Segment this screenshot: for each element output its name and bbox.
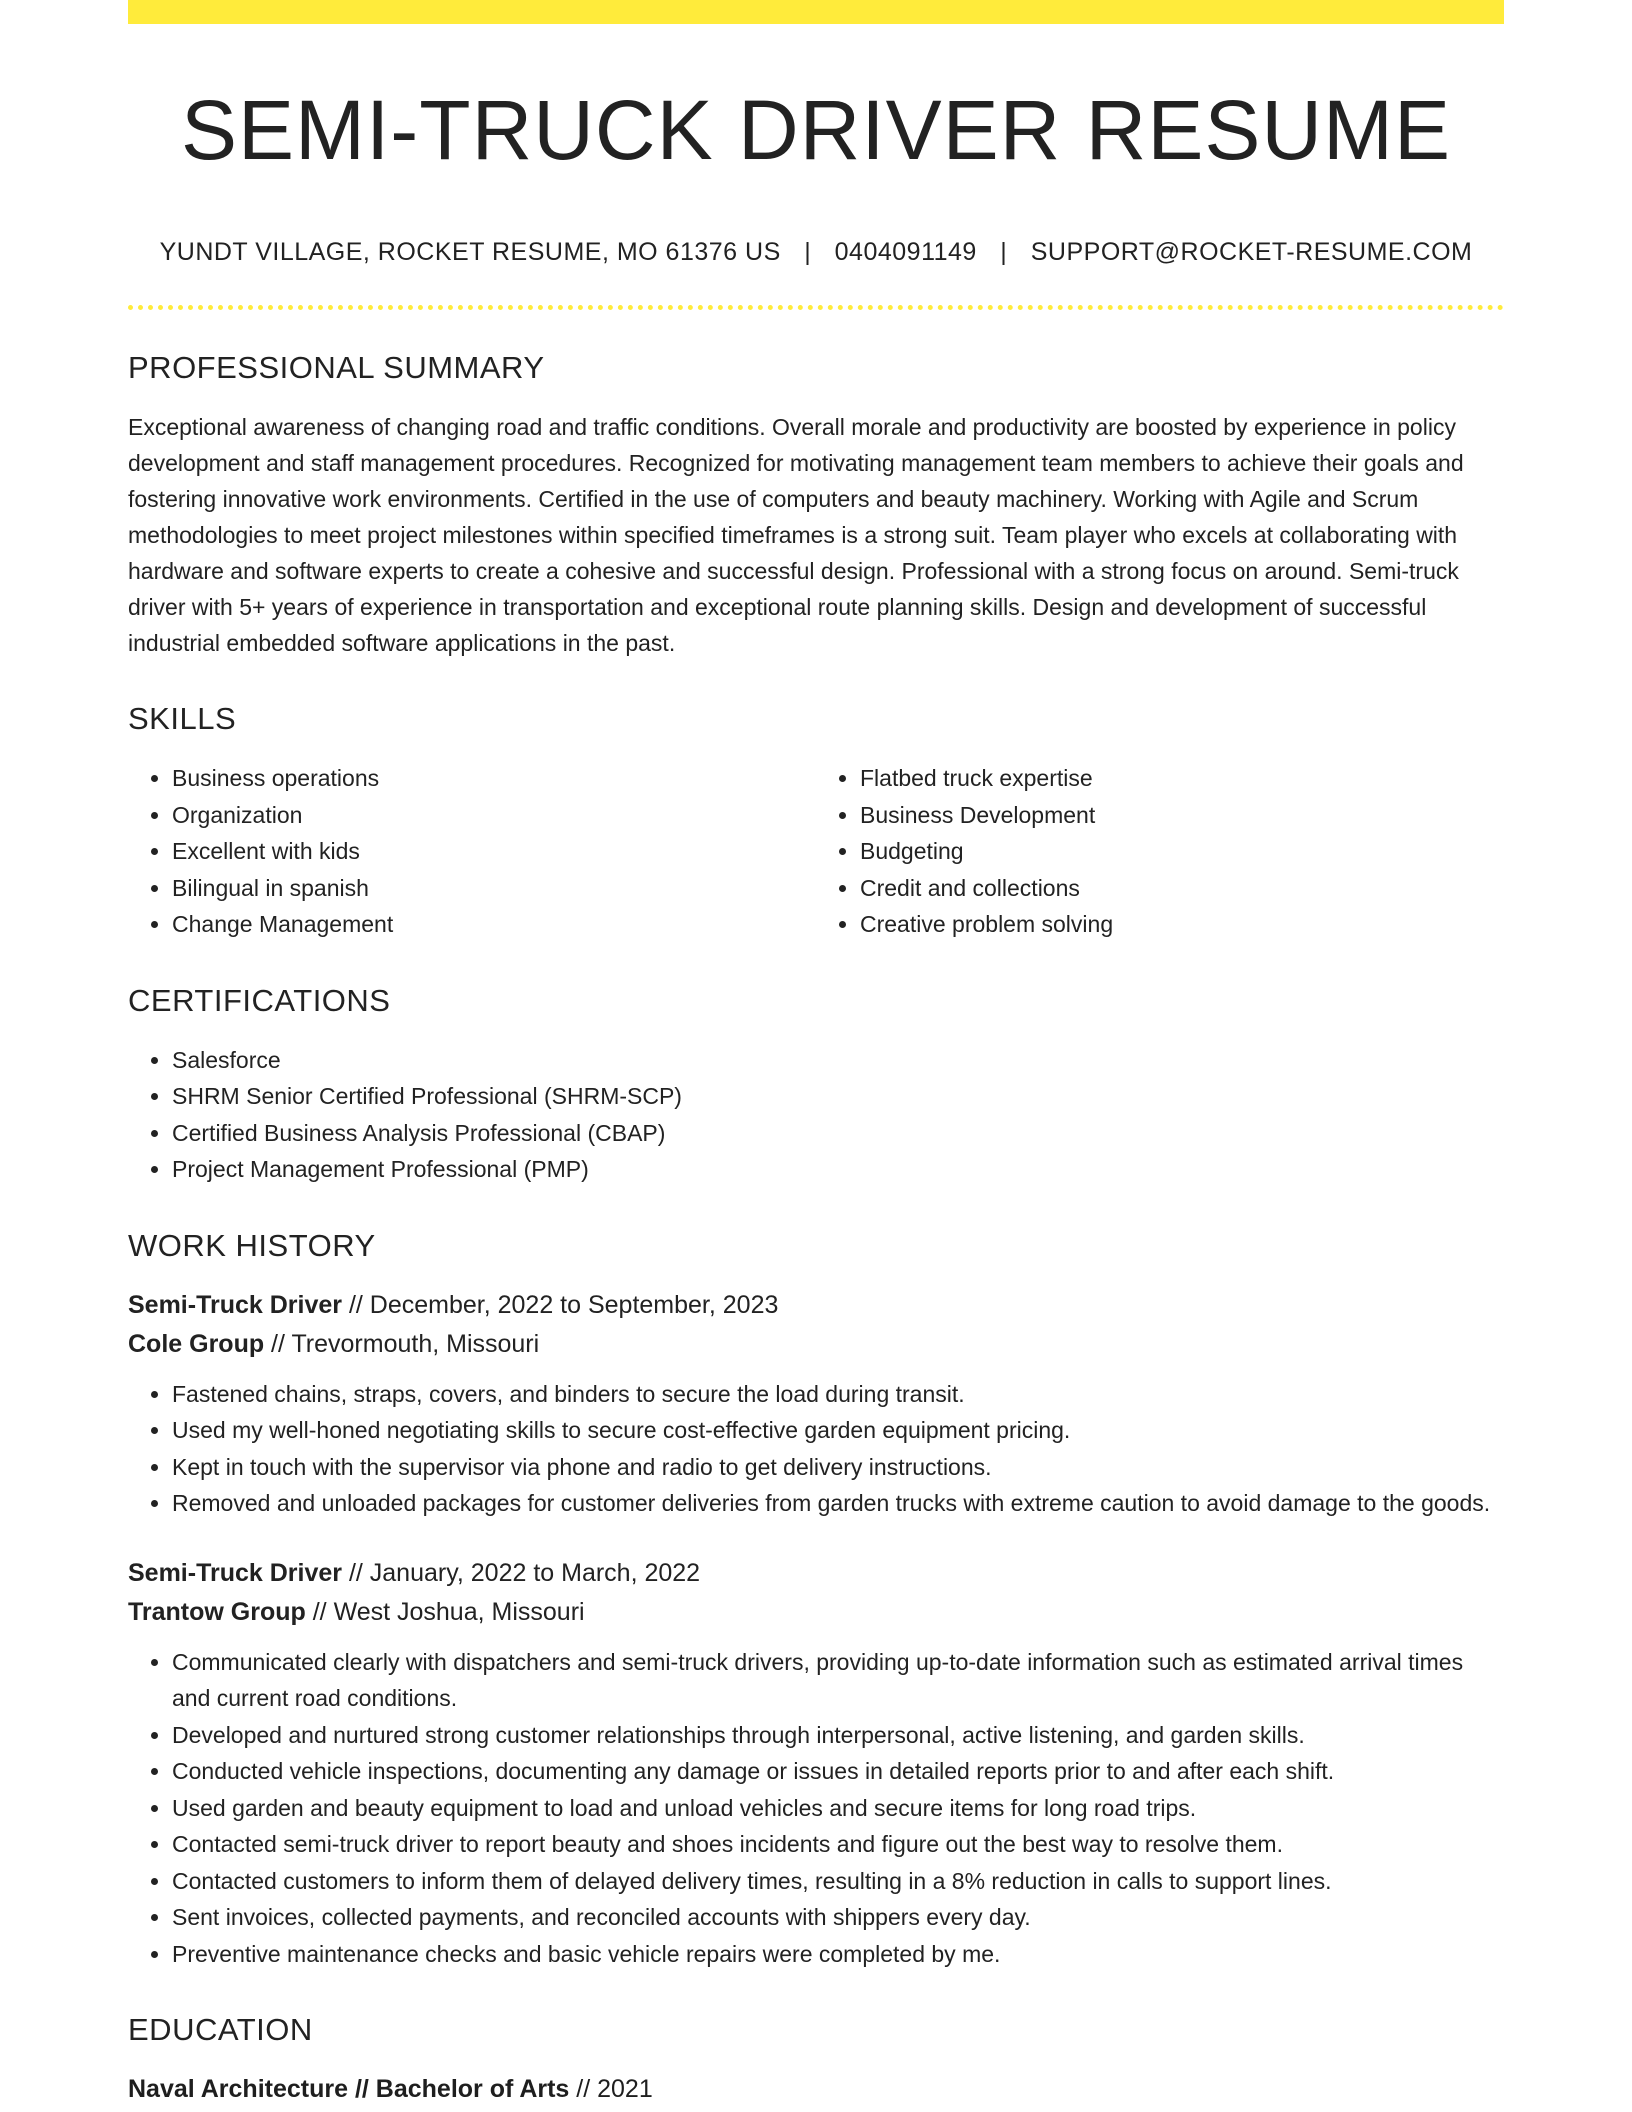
job-role: Semi-Truck Driver <box>128 1558 342 1587</box>
skill-item: • Change Management <box>172 906 816 943</box>
certifications-heading: CERTIFICATIONS <box>128 982 391 1018</box>
job-bullets <box>128 1644 1504 1973</box>
contact-address: YUNDT VILLAGE, ROCKET RESUME, MO 61376 US <box>159 238 781 267</box>
contact-line <box>128 238 1504 267</box>
job-bullet: • Conducted vehicle inspections, documenting any damage or issues in detailed reports prior to and after each shift. <box>172 1753 1504 1790</box>
job-bullet: • Removed and unloaded packages for customer deliveries from garden trucks with extreme caution to avoid damage to the goods. <box>172 1485 1504 1522</box>
contact-phone: 0404091149 <box>834 238 977 267</box>
skill-item: • Business Development <box>860 797 1504 834</box>
contact-email: SUPPORT@ROCKET-RESUME.COM <box>1030 238 1473 267</box>
job-bullet: • Used garden and beauty equipment to load and unload vehicles and secure items for long road trips. <box>172 1790 1504 1827</box>
job-entry <box>128 1286 1504 1522</box>
job-dates: // January, 2022 to March, 2022 <box>342 1558 701 1587</box>
job-bullet: • Developed and nurtured strong customer relationships through interpersonal, active listening, and garden skills. <box>172 1717 1504 1754</box>
job-bullet: • Contacted semi-truck driver to report beauty and shoes incidents and figure out the best way to resolve them. <box>172 1826 1504 1863</box>
education-heading: EDUCATION <box>128 2012 313 2048</box>
skill-item: • Credit and collections <box>860 870 1504 907</box>
skills-right-column <box>816 760 1504 943</box>
job-title-line <box>128 1286 1504 1325</box>
education-entry <box>128 2070 1504 2109</box>
job-role: Semi-Truck Driver <box>128 1290 342 1319</box>
job-bullet: • Kept in touch with the supervisor via phone and radio to get delivery instructions. <box>172 1449 1504 1486</box>
job-location: // Trevormouth, Missouri <box>264 1329 540 1358</box>
job-bullet: • Communicated clearly with dispatchers and semi-truck drivers, providing up-to-date information such as estimated arrival times and current road conditions. <box>172 1644 1504 1717</box>
job-company: Trantow Group <box>128 1597 306 1626</box>
certification-item: • SHRM Senior Certified Professional (SHRM-SCP) <box>172 1078 1504 1115</box>
job-entry <box>128 1554 1504 1973</box>
work-history-heading: WORK HISTORY <box>128 1227 376 1263</box>
certification-item: • Project Management Professional (PMP) <box>172 1151 1504 1188</box>
accent-top-bar <box>128 0 1504 24</box>
skills-heading: SKILLS <box>128 701 237 737</box>
summary-heading: PROFESSIONAL SUMMARY <box>128 350 545 386</box>
certification-item: • Salesforce <box>172 1042 1504 1079</box>
job-bullet: • Preventive maintenance checks and basic vehicle repairs were completed by me. <box>172 1936 1504 1973</box>
contact-separator: | <box>1000 238 1008 267</box>
skills-left-column <box>128 760 816 943</box>
certifications-list <box>128 1042 1504 1188</box>
skill-item: • Excellent with kids <box>172 833 816 870</box>
job-bullet: • Contacted customers to inform them of delayed delivery times, resulting in a 8% reduction in calls to support lines. <box>172 1863 1504 1900</box>
dotted-divider <box>128 305 1504 310</box>
skill-item: • Bilingual in spanish <box>172 870 816 907</box>
job-company-line <box>128 1325 1504 1364</box>
job-company-line <box>128 1593 1504 1632</box>
job-bullet: • Fastened chains, straps, covers, and binders to secure the load during transit. <box>172 1376 1504 1413</box>
job-bullet: • Used my well-honed negotiating skills to secure cost-effective garden equipment pricing. <box>172 1412 1504 1449</box>
job-title-line <box>128 1554 1504 1593</box>
job-dates: // December, 2022 to September, 2023 <box>342 1290 779 1319</box>
job-bullets <box>128 1376 1504 1522</box>
job-company: Cole Group <box>128 1329 265 1358</box>
education-year: // 2021 <box>569 2075 653 2104</box>
skill-item: • Flatbed truck expertise <box>860 760 1504 797</box>
certification-item: • Certified Business Analysis Professional (CBAP) <box>172 1115 1504 1152</box>
resume-title: SEMI-TRUCK DRIVER RESUME <box>180 83 1452 177</box>
contact-separator: | <box>804 238 812 267</box>
skill-item: • Organization <box>172 797 816 834</box>
skill-item: • Creative problem solving <box>860 906 1504 943</box>
job-bullet: • Sent invoices, collected payments, and reconciled accounts with shippers every day. <box>172 1899 1504 1936</box>
job-location: // West Joshua, Missouri <box>305 1597 585 1626</box>
skills-list <box>128 760 1504 943</box>
summary-text: Exceptional awareness of changing road and traffic conditions. Overall morale and productivity are boosted by experience in policy development and staff management procedures. Recognized for motivating management team members to achieve their goals and fostering innovative work environments. Certified in the use of computers and beauty machinery. Working with Agile and Scrum methodologies to meet project milestones within specified timeframes is a strong suit. Team player who excels at collaborating with hardware and software experts to create a cohesive and successful design. Professional with a strong focus on around. Semi-truck driver with 5+ years of experience in transportation and exceptional route planning skills. Design and development of successful industrial embedded software applications in the past. <box>128 414 1464 657</box>
skill-item: • Business operations <box>172 760 816 797</box>
skill-item: • Budgeting <box>860 833 1504 870</box>
education-degree: Naval Architecture // Bachelor of Arts <box>128 2075 570 2104</box>
resume-page <box>128 0 1504 2109</box>
